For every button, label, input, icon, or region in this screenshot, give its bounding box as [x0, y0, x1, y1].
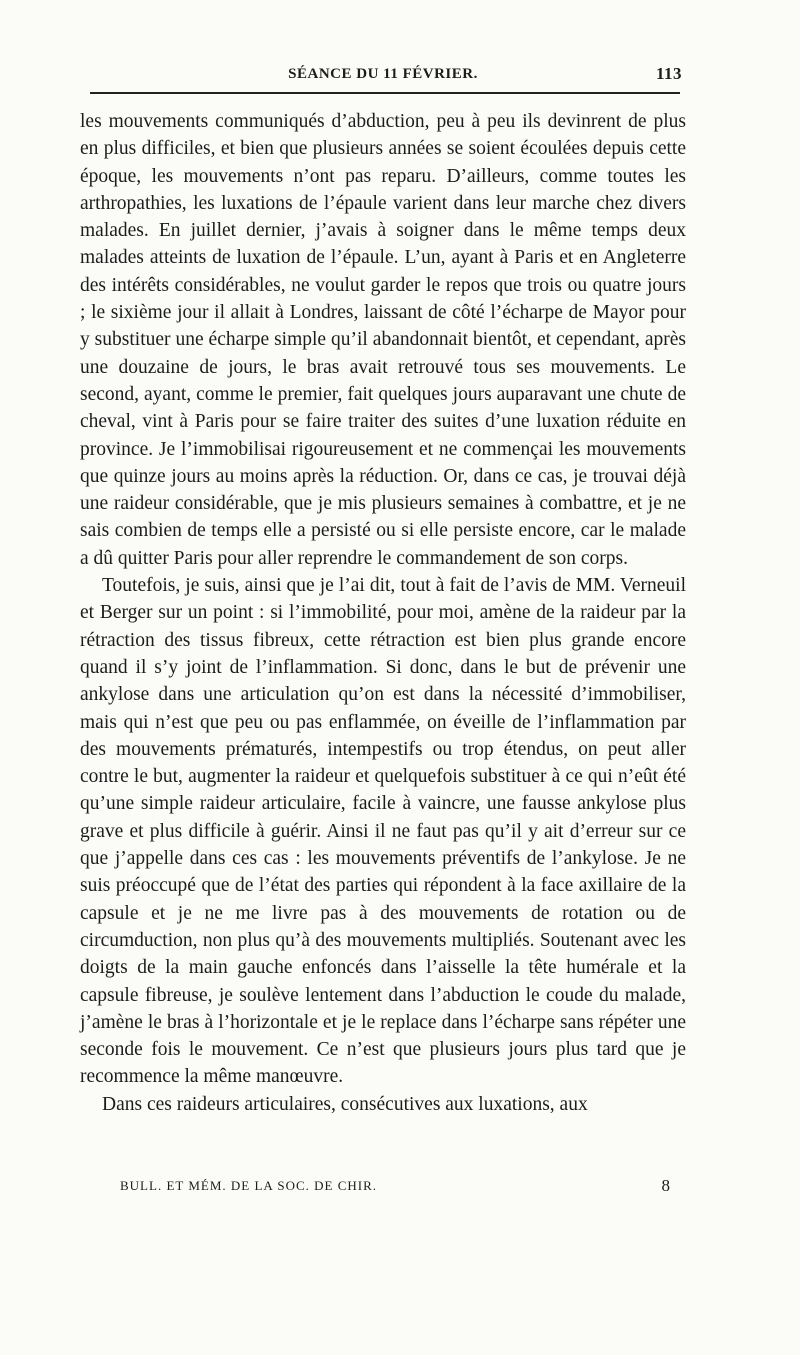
signature-mark: BULL. ET MÉM. DE LA SOC. DE CHIR. — [120, 1178, 378, 1193]
page-number: 113 — [655, 64, 682, 83]
sheet-number: 8 — [661, 1176, 670, 1195]
sheet-footer — [120, 1178, 670, 1202]
text-body — [80, 108, 686, 1118]
paragraph-3: Dans ces raideurs articulaires, consécutives aux luxations, aux — [102, 1093, 588, 1115]
running-title: SÉANCE DU 11 FÉVRIER. — [288, 66, 478, 82]
paragraph-2: Toutefois, je suis, ainsi que je l’ai dit, tout à fait de l’avis de MM. Verneuil et Berger sur un point : si l’immobilité, pour moi, amène de la raideur par la rétraction des tissus fibreux, cette rétraction est bien plus grande encore quand il s’y joint de l’inflammation. Si donc, dans le but de prévenir une ankylose dans une articulation qu’on est dans la nécessité d’immobiliser, mais qui n’est que peu ou pas enflammée, on éveille de l’inflammation par des mouvements prématurés, intempestifs ou trop étendus, on peut aller contre le but, augmenter la raideur et quelquefois substituer à ce qui n’eût été qu’une simple raideur articulaire, facile à vaincre, une fausse ankylose plus grave et plus difficile à guérir. Ainsi il ne faut pas qu’il y ait d’erreur sur ce que j’appelle dans ces cas : les mouvements préventifs de l’ankylose. Je ne suis préoccupé que de l’état des parties qui répondent à la face axillaire de la capsule et je ne me livre pas à des mouvements de rotation ou de circumduction, non plus qu’à des mouvements multipliés. Soutenant avec les doigts de la main gauche enfoncés dans l’aisselle la tête humérale et la capsule fibreuse, je soulève lentement dans l’abduction le coude du malade, j’amène le bras à l’horizontale et je le replace dans l’écharpe sans répéter une seconde fois le mouvement. Ce n’est que plusieurs jours plus tard que je recommence la même manœuvre. — [80, 575, 686, 1088]
header-rule — [90, 92, 680, 94]
running-header — [80, 58, 686, 88]
paragraph-1: les mouvements communiqués d’abduction, peu à peu ils devinrent de plus en plus difficiles, et bien que plusieurs années se soient écoulées depuis cette époque, les mouvements n’ont pas reparu. D’ailleurs, comme toutes les arthropathies, les luxations de l’épaule varient dans leur marche chez divers malades. En juillet dernier, j’avais à soigner dans le même temps deux malades atteints de luxation de l’épaule. L’un, ayant à Paris et en Angleterre des intérêts considérables, ne voulut garder le repos que trois ou quatre jours ; le sixième jour il allait à Londres, laissant de côté l’écharpe de Mayor pour y substituer une écharpe simple qu’il abandonnait bientôt, et cependant, après une douzaine de jours, le bras avait retrouvé tous ses mouvements. Le second, ayant, comme le premier, fait quelques jours auparavant une chute de cheval, vint à Paris pour se faire traiter des suites d’une luxation réduite en province. Je l’immobilisai rigoureusement et ne commençai les mouvements que quinze jours au moins après la réduction. Or, dans ce cas, je trouvai déjà une raideur considérable, que je mis plusieurs semaines à combattre, et je ne sais combien de temps elle a persisté ou si elle persiste encore, car le malade a dû quitter Paris pour aller reprendre le commandement de son corps. — [80, 111, 686, 569]
page — [80, 58, 686, 1118]
